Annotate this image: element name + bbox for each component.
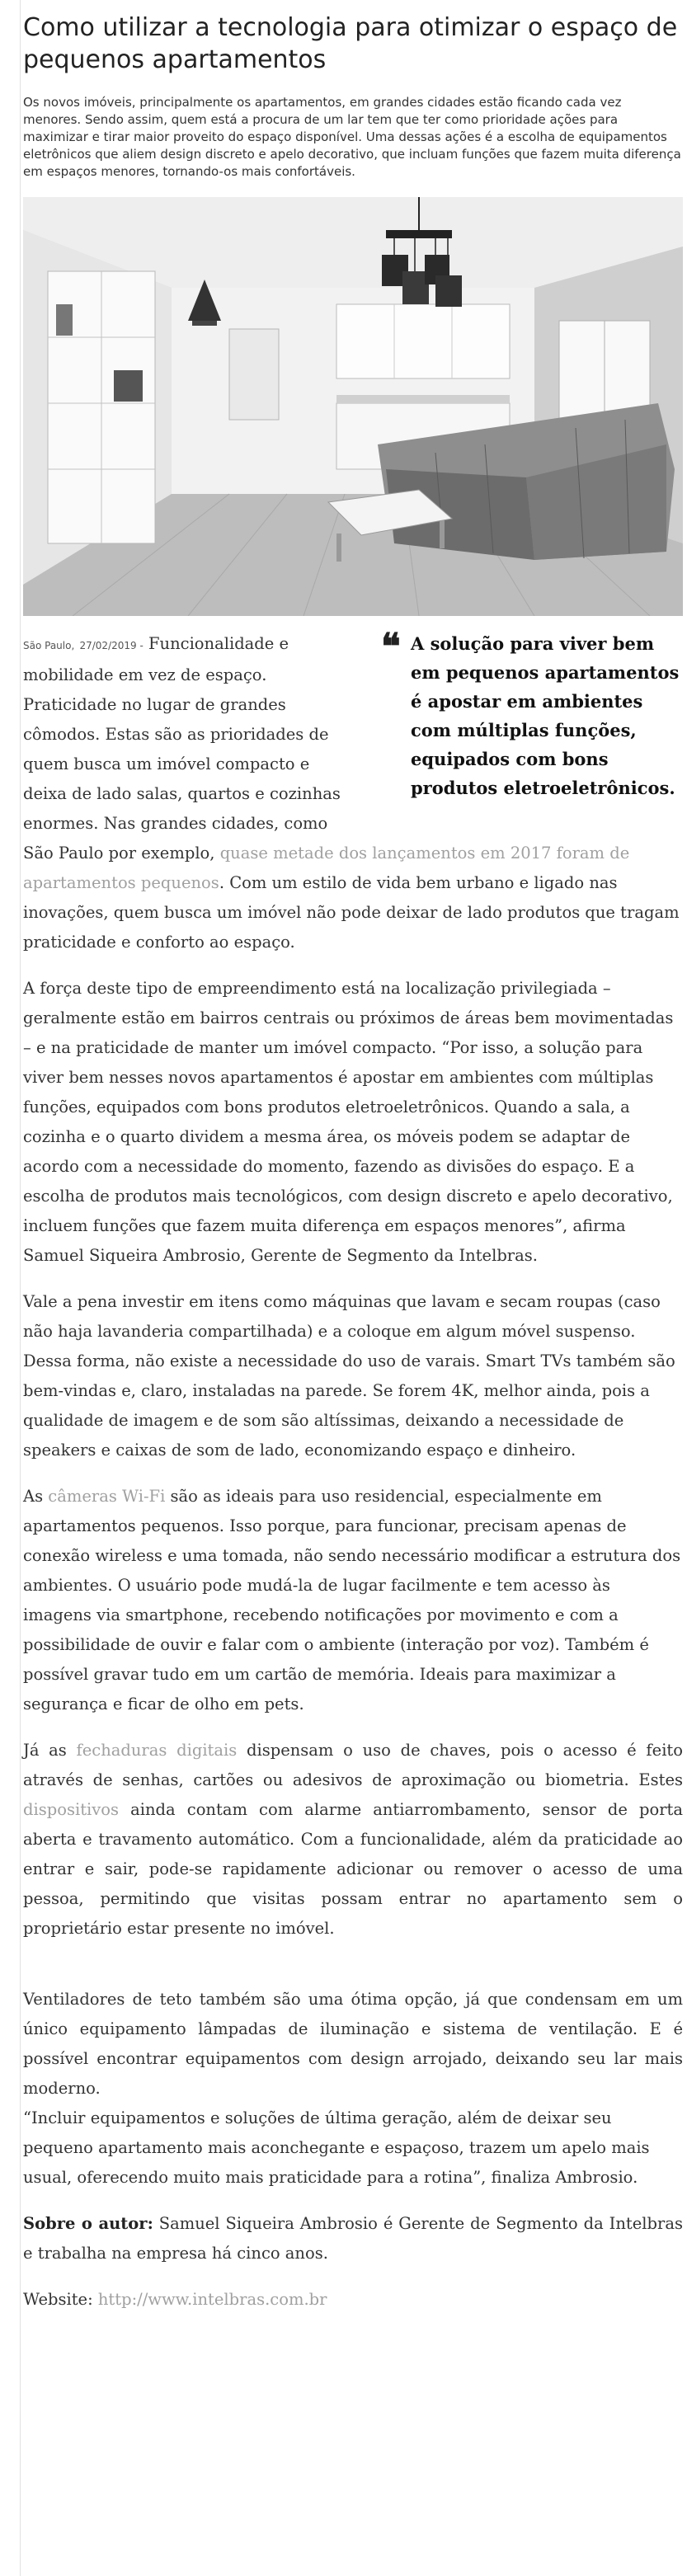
paragraph-2: A força deste tipo de empreendimento está na localização privilegiada – geralmente estão em bairros centrais ou próximos de áreas bem movimentadas – e na praticidade de manter um imóvel compacto. “Por isso, a solução para viver bem nesses novos apartamentos é apostar em ambientes com múltiplas funções, equipados com bons produtos eletroeletrônicos. Quando a sala, a cozinha e o quarto dividem a mesma área, os móveis podem se adaptar de acordo com a necessidade do momento, fazendo as divisões do espaço. E a escolha de produtos mais tecnológicos, com design discreto e apelo decorativo, incluem funções que fazem muita diferença em espaços menores”, afirma Samuel Siqueira Ambrosio, Gerente de Segmento da Intelbras. bbox=[23, 979, 674, 1265]
paragraph-5-end: ainda contam com alarme antiarrombamento, sensor de porta aberta e travamento automático. Com a funcionalidade, além da praticidade ao entrar e sair, pode-se rapidamente adicionar ou remover o acesso de uma pessoa, permitindo que visitas possam entrar no apartamento sem o proprietário estar presente no imóvel. bbox=[23, 1800, 683, 1938]
paragraph-6: Ventiladores de teto também são uma ótima opção, já que condensam em um único equipamento lâmpadas de iluminação e sistema de ventilação. E é possível encontrar equipamentos com design arrojado, deixando seu lar mais moderno. bbox=[23, 1990, 683, 2098]
paragraph-4-start: As bbox=[23, 1487, 49, 1506]
link-cameras-wifi[interactable]: câmeras Wi-Fi bbox=[48, 1487, 166, 1506]
paragraph-5 bbox=[23, 1736, 683, 1944]
article-title: Como utilizar a tecnologia para otimizar o espaço de pequenos apartamentos bbox=[23, 13, 678, 74]
article-lead: Os novos imóveis, principalmente os apartamentos, em grandes cidades estão ficando cada vez menores. Sendo assim, quem está a procura de um lar tem que ter como prioridade ações para maximizar e tirar maior proveito do espaço disponível. Uma dessas ações é a escolha de equipamentos eletrônicos que aliem design discreto e apelo decorativo, que incluam funções que fazem muita diferença em espaços menores, tornando-os mais confortáveis. bbox=[23, 95, 681, 179]
paragraph-3: Vale a pena investir em itens como máquinas que lavam e secam roupas (caso não haja lavanderia compartilhada) e a coloque em algum móvel suspenso. Dessa forma, não existe a necessidade do uso de varais. Smart TVs também são bem-vindas e, claro, instaladas na parede. Se forem 4K, melhor ainda, pois a qualidade de imagem e de som são altíssimas, deixando a necessidade de speakers e caixas de som de lado, economizando espaço e dinheiro. bbox=[23, 1292, 675, 1460]
hero-image bbox=[23, 197, 683, 616]
author-label: Sobre o autor: bbox=[23, 2214, 153, 2233]
paragraph-4 bbox=[23, 1482, 683, 1719]
spacer bbox=[23, 1960, 683, 1985]
author-text: Samuel Siqueira Ambrosio é Gerente de Segmento da Intelbras e trabalha na empresa há cinco anos. bbox=[23, 2214, 683, 2263]
paragraph-1-start: Funcionalidade e mobilidade em vez de espaço. Praticidade no lugar de grandes cômodos. Estas são as prioridades de quem busca um imóvel compacto e deixa de lado salas, quartos e cozinhas enormes. Nas grandes cidades, como São Paulo por exemplo, bbox=[23, 634, 341, 863]
article-body bbox=[23, 626, 684, 2315]
paragraph-7: “Incluir equipamentos e soluções de última geração, além de deixar seu pequeno apartamento mais aconchegante e espaçoso, trazem um apelo mais usual, oferecendo muito mais praticidade para a rotina”, finaliza Ambrosio. bbox=[23, 2108, 650, 2187]
website-link[interactable]: http://www.intelbras.com.br bbox=[97, 2290, 327, 2309]
link-dispositivos[interactable]: dispositivos bbox=[23, 1800, 120, 1819]
article-content bbox=[23, 12, 683, 2331]
website-line bbox=[23, 2285, 683, 2315]
left-border bbox=[20, 0, 21, 2576]
link-apartamentos-pequenos[interactable]: quase metade dos lançamentos em 2017 foram de apartamentos pequenos bbox=[23, 844, 630, 892]
article-date: 27/02/2019 - bbox=[79, 640, 144, 651]
article-location: São Paulo, bbox=[23, 640, 75, 651]
author-bio bbox=[23, 2209, 683, 2268]
paragraph-1-end: . Com um estilo de vida bem urbano e ligado nas inovações, quem busca um imóvel não pode deixar de lado produtos que tragam praticidade e conforto ao espaço. bbox=[23, 873, 680, 952]
link-fechaduras-digitais[interactable]: fechaduras digitais bbox=[76, 1741, 238, 1760]
quote-icon: ❝ bbox=[381, 626, 401, 668]
paragraph-4-end: são as ideais para uso residencial, especialmente em apartamentos pequenos. Isso porque, para funcionar, precisam apenas de conexão wireless e uma tomada, não sendo necessário modificar a estrutura dos ambientes. O usuário pode mudá-la de lugar facilmente e tem acesso às imagens via smartphone, recebendo notificações por movimento e com a possibilidade de ouvir e falar com o ambiente (interação por voz). Também é possível gravar tudo em um cartão de memória. Ideais para maximizar a segurança e ficar de olho em pets. bbox=[23, 1487, 681, 1713]
pull-quote-text: A solução para viver bem em pequenos apartamentos é apostar em ambientes com múltiplas funções, equipados com bons produtos eletroeletrônicos. bbox=[411, 633, 680, 798]
pull-quote bbox=[371, 626, 683, 802]
paragraph-5-middle: dispensam o uso de chaves, pois o acesso é feito através de senhas, cartões ou adesivos de aproximação ou biometria. Estes bbox=[23, 1741, 684, 1789]
paragraph-5-start: Já as bbox=[23, 1741, 77, 1760]
website-label: Website: bbox=[23, 2290, 98, 2309]
